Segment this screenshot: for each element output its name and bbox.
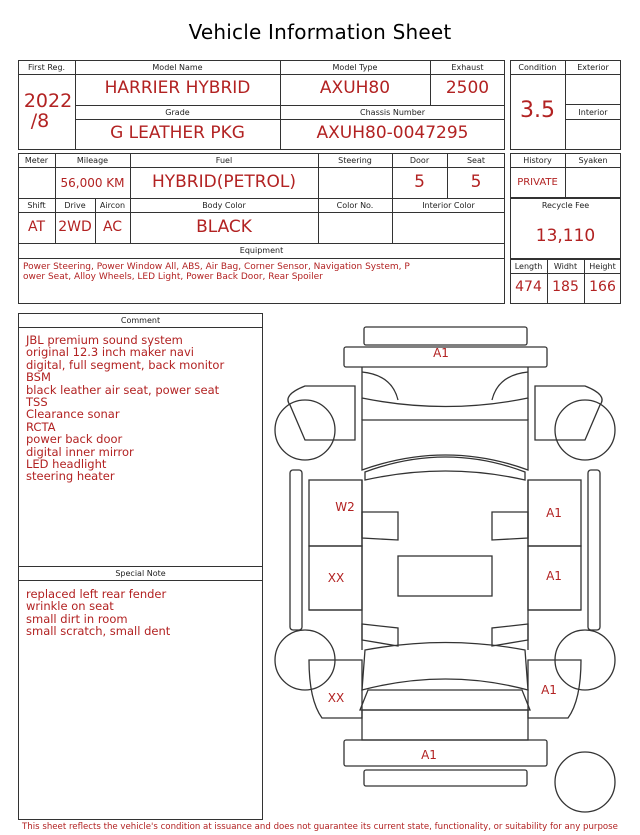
front-bumper-outline [364,327,527,345]
comment-item: original 12.3 inch maker navi [26,345,194,360]
recycle-fee-label: Recycle Fee [541,201,590,210]
condition-score: 3.5 [520,98,555,123]
aircon-value: AC [102,219,123,235]
length-label: Length [514,262,543,271]
first-reg-month: /8 [30,110,50,132]
comment-item: digital, full segment, back monitor [26,357,225,372]
special-note-item: small scratch, small dent [26,624,171,639]
model-name-label: Model Name [152,63,203,72]
door-label: Door [409,156,430,165]
equipment-line: Power Steering, Power Window All, ABS, Air Bag, Corner Sensor, Navigation System, P [23,262,410,272]
drive-label: Drive [64,201,86,210]
comment-item: LED headlight [26,457,107,472]
first-reg-label: First Reg. [27,63,66,72]
equipment-line: ower Seat, Alloy Wheels, LED Light, Power Back Door, Rear Spoiler [23,272,323,282]
history-value: PRIVATE [517,177,558,188]
mark-front-bumper: A1 [433,346,449,360]
chassis-label: Chassis Number [360,108,425,117]
rear-fender-left [309,660,362,718]
syaken-label: Syaken [578,156,608,165]
hood-outline [362,367,528,407]
windshield [365,457,525,480]
chassis-value: AXUH80-0047295 [316,123,469,143]
roof-panel [398,556,492,596]
special-note-item: replaced left rear fender [26,587,167,601]
color-no-label: Color No. [336,201,374,210]
seat-label: Seat [466,156,486,165]
steering-label: Steering [338,156,372,165]
wheel-front-right-icon [555,400,615,460]
special-note-label: Special Note [115,569,166,578]
exhaust-label: Exhaust [451,63,484,72]
shift-label: Shift [27,201,46,210]
left-rocker [290,470,302,630]
length-value: 474 [515,279,542,295]
aircon-label: Aircon [99,201,126,210]
headlight-right [492,372,528,400]
comment-item: Clearance sonar [26,407,120,422]
comment-item: RCTA [26,419,56,434]
rear-door-window-left [362,624,398,646]
mark-left-rear-door: XX [327,571,345,585]
height-value: 166 [589,279,616,295]
body-color-value: BLACK [196,217,252,237]
recycle-fee-value: 13,110 [535,226,596,246]
page-title: Vehicle Information Sheet [188,20,452,44]
special-note-item: wrinkle on seat [26,599,114,614]
shift-value: AT [27,219,46,235]
right-rocker [588,470,600,630]
front-door-window-left [362,512,398,540]
rear-bumper-lower [364,770,527,786]
disclaimer-footer: This sheet reflects the vehicle's condition at issuance and does not guarantee its current state, functionality, or suitability for any purpose [22,822,618,832]
rear-window [362,643,528,691]
comment-item: JBL premium sound system [26,333,183,347]
door-value: 5 [414,172,425,192]
front-door-window-right [492,512,528,540]
exterior-label: Exterior [577,63,609,72]
front-fender-left [288,386,355,440]
tailgate-lower [362,710,528,740]
tailgate [360,690,530,710]
headlight-left [362,372,398,400]
fuel-label: Fuel [215,156,233,165]
mark-right-front-door: A1 [546,506,562,520]
model-type-label: Model Type [332,63,378,72]
mark-rear-bumper: A1 [421,748,437,762]
model-type-value: AXUH80 [319,78,391,98]
grade-value: G LEATHER PKG [110,123,245,143]
spare-wheel-icon [555,752,615,812]
rear-bumper-panel [344,740,547,766]
mark-left-rear-fender: XX [327,691,345,705]
condition-label: Condition [518,63,557,72]
model-name-value: HARRIER HYBRID [104,78,251,98]
exhaust-value: 2500 [445,78,490,98]
grade-label: Grade [165,108,190,117]
comment-item: digital inner mirror [26,444,134,459]
comment-item: BSM [26,370,51,385]
comment-item: black leather air seat, power seat [26,382,220,397]
equipment-label: Equipment [239,246,284,255]
comment-label: Comment [120,316,161,325]
first-reg-year: 2022 [23,90,73,112]
mark-left-front-door: W2 [335,500,355,514]
body-color-label: Body Color [202,201,246,210]
drive-value: 2WD [58,219,92,235]
fuel-value: HYBRID(PETROL) [151,172,297,192]
width-label: Widht [553,262,578,271]
comment-item: steering heater [26,469,115,484]
seat-value: 5 [470,172,482,192]
rear-door-window-right [492,624,528,646]
mileage-value: 56,000 KM [60,176,125,190]
comment-item: TSS [26,395,48,410]
meter-label: Meter [24,156,49,165]
interior-label: Interior [578,108,608,117]
height-label: Height [589,262,616,271]
front-fender-right [535,386,602,440]
special-note-item: small dirt in room [26,611,128,626]
mileage-label: Mileage [76,156,109,165]
comment-item: power back door [26,432,123,447]
wheel-front-left-icon [275,400,335,460]
history-label: History [523,156,552,165]
cabin-front [362,420,528,470]
width-value: 185 [552,279,579,295]
interior-color-label: Interior Color [422,201,475,210]
mark-right-rear-door: A1 [546,569,562,583]
mark-right-rear-fender: A1 [541,683,557,697]
